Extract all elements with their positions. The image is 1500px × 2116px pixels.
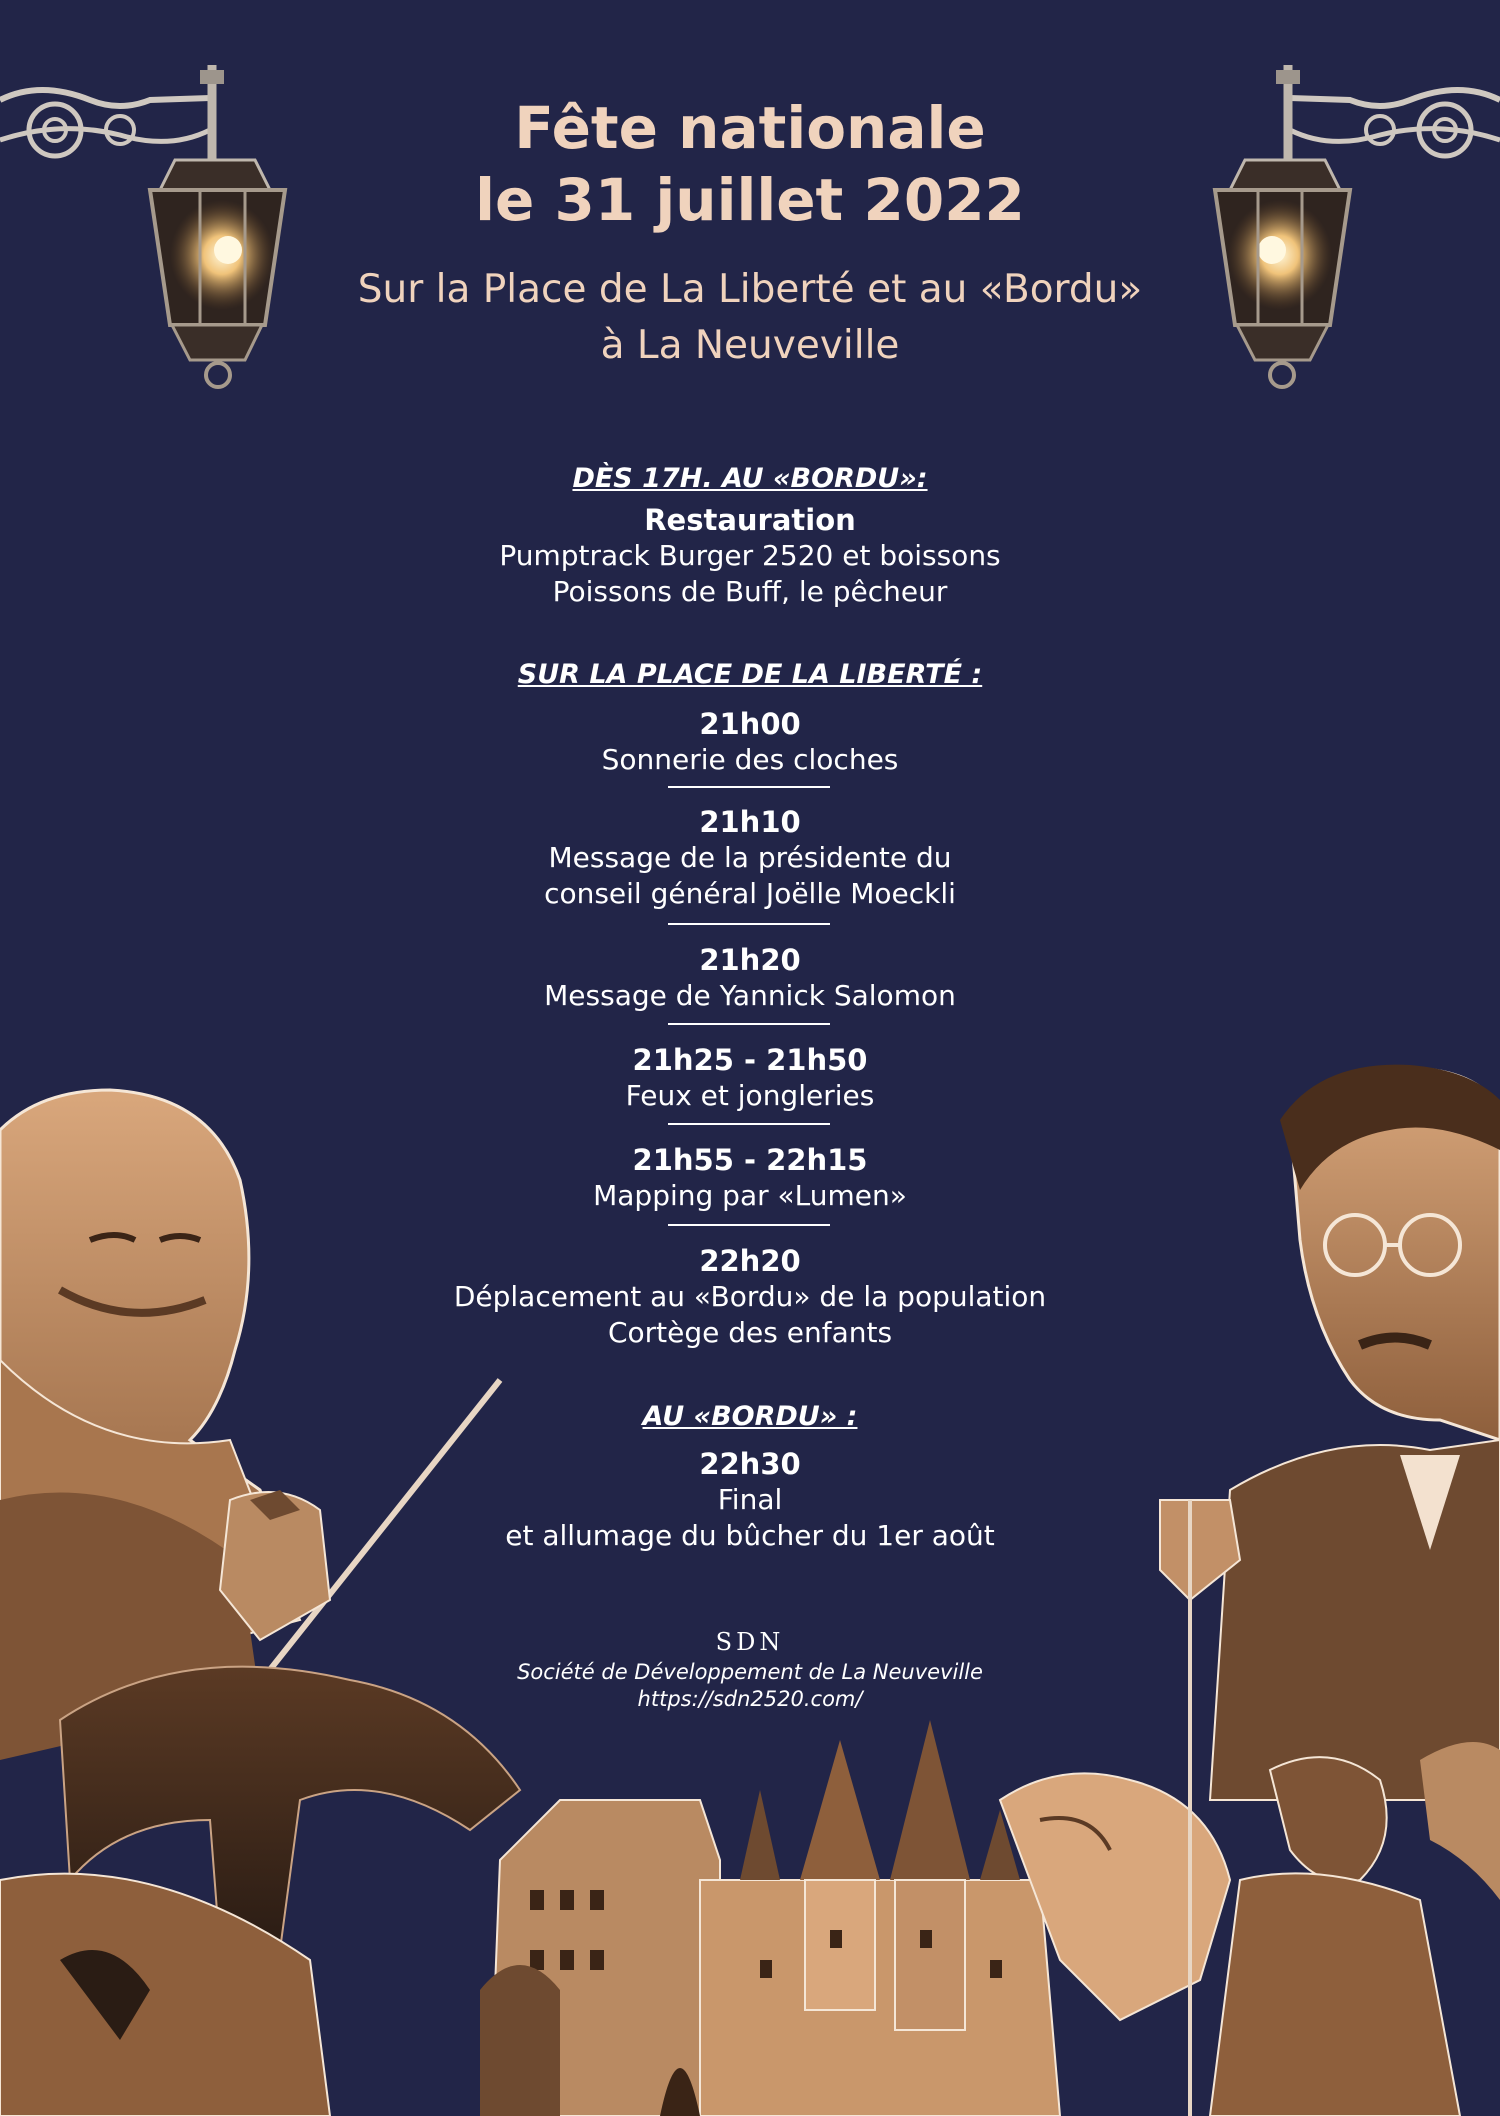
divider: [668, 1123, 830, 1125]
section-heading-bordu-final: AU «BORDU» :: [642, 1401, 858, 1432]
section-heading-place: SUR LA PLACE DE LA LIBERTÉ :: [517, 659, 983, 690]
schedule-text: Message de la présidente du: [548, 841, 952, 874]
schedule-text: Mapping par «Lumen»: [593, 1179, 907, 1212]
schedule-text: conseil général Joëlle Moeckli: [544, 877, 956, 910]
divider: [668, 1224, 830, 1226]
section-bordu-early: [0, 502, 1500, 610]
divider: [668, 1023, 830, 1025]
restauration-title: Restauration: [644, 503, 856, 537]
section-bordu-final: [0, 1446, 1500, 1554]
schedule-text: Sonnerie des cloches: [601, 743, 899, 776]
final-time: 22h30: [699, 1447, 801, 1481]
sdn-logo: SDN: [715, 1628, 785, 1656]
schedule-text: Cortège des enfants: [607, 1316, 893, 1349]
schedule-text: Message de Yannick Salomon: [544, 979, 956, 1012]
subtitle-line-1: Sur la Place de La Liberté et au «Bordu»: [357, 267, 1143, 312]
divider: [668, 786, 830, 788]
schedule-time: 21h55 - 22h15: [632, 1143, 868, 1177]
castle-illustration: [480, 1720, 1060, 2116]
schedule-text: Feux et jongleries: [625, 1079, 875, 1112]
final-line-2: et allumage du bûcher du 1er août: [505, 1519, 995, 1552]
schedule-item: [0, 1142, 1500, 1214]
final-line-1: Final: [717, 1483, 783, 1516]
schedule-time: 21h20: [699, 943, 801, 977]
restauration-line-1: Pumptrack Burger 2520 et boissons: [499, 539, 1001, 572]
schedule-time: 21h10: [699, 805, 801, 839]
schedule-item: [0, 942, 1500, 1014]
title-line-1: Fête nationale: [514, 94, 986, 162]
title-line-2: le 31 juillet 2022: [475, 166, 1025, 234]
section-heading-bordu-early: DÈS 17H. AU «BORDU»:: [572, 463, 928, 494]
schedule-item: [0, 706, 1500, 778]
schedule-text: Déplacement au «Bordu» de la population: [453, 1280, 1047, 1313]
restauration-line-2: Poissons de Buff, le pêcheur: [552, 575, 948, 608]
divider: [668, 923, 830, 925]
schedule-item: [0, 1243, 1500, 1351]
organization-name: Société de Développement de La Neuveville: [517, 1660, 983, 1684]
organization-url-link[interactable]: https://sdn2520.com/: [637, 1687, 863, 1711]
schedule-item: [0, 1042, 1500, 1114]
schedule-item: [0, 804, 1500, 912]
schedule-time: 22h20: [699, 1244, 801, 1278]
schedule-time: 21h00: [699, 707, 801, 741]
subtitle-line-2: à La Neuveville: [600, 323, 900, 368]
schedule-time: 21h25 - 21h50: [632, 1043, 868, 1077]
